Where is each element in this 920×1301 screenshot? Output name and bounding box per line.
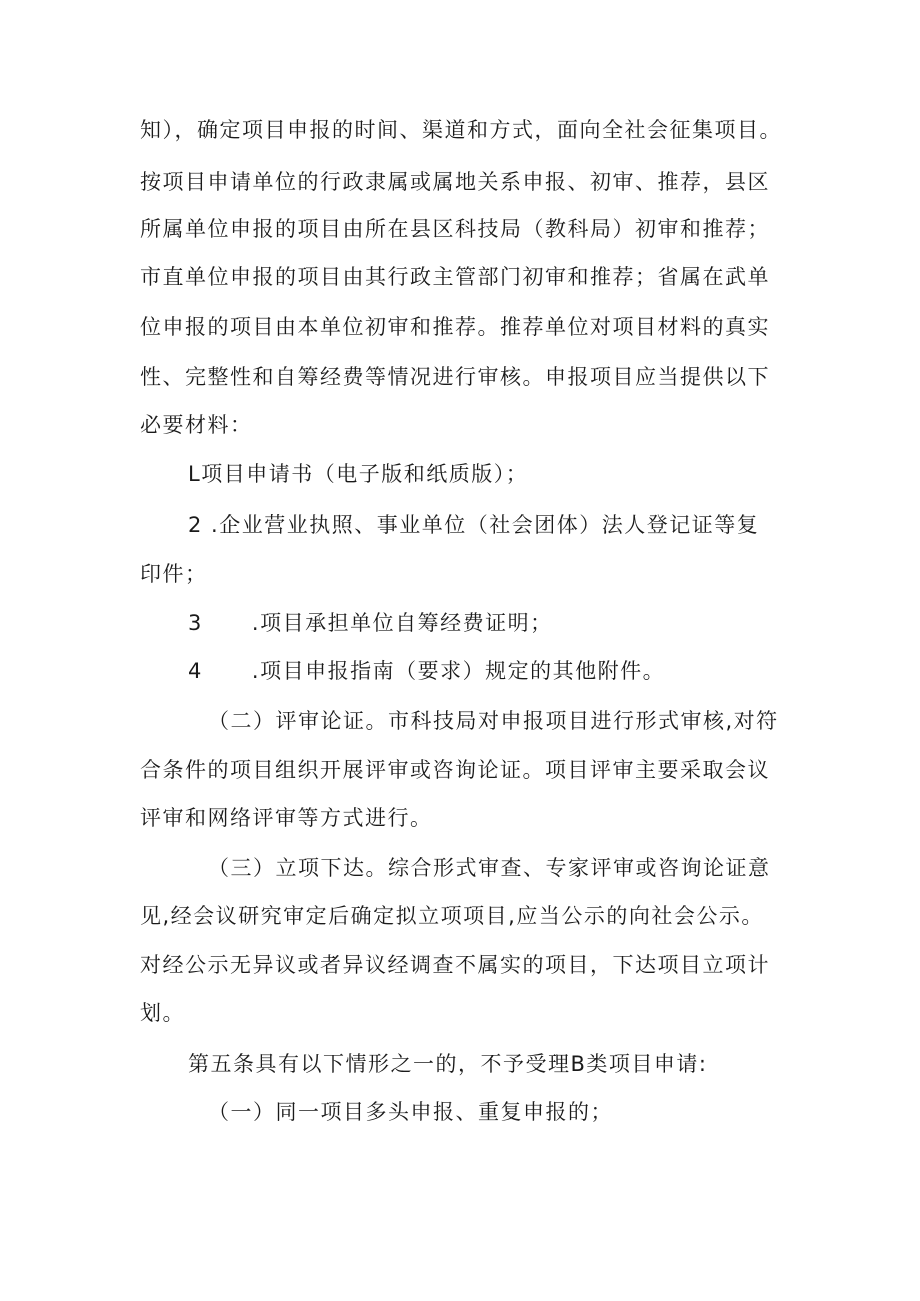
list-item: L项目申请书（电子版和纸质版）； bbox=[188, 462, 529, 486]
article-line: 第五条具有以下情形之一的，不予受理B类项目申请: bbox=[188, 1052, 708, 1076]
paragraph-line: 性、完整性和自筹经费等情况进行审核。申报项目应当提供以下 bbox=[140, 365, 770, 389]
list-item: 2 .企业营业执照、事业单位（社会团体）法人登记证等复 bbox=[188, 513, 760, 537]
paragraph-line: 对经公示无异议或者异议经调查不属实的项目，下达项目立项计 bbox=[140, 953, 770, 977]
paragraph-line: 合条件的项目组织开展评审或咨询论证。项目评审主要采取会议 bbox=[140, 758, 770, 782]
list-item: （一）同一项目多头申报、重复申报的； bbox=[208, 1100, 613, 1124]
section-heading-line: （三）立项下达。综合形式审查、专家评审或咨询论证意 bbox=[208, 856, 771, 880]
list-item: 3 .项目承担单位自筹经费证明； bbox=[188, 611, 553, 635]
paragraph-line: 位申报的项目由本单位初审和推荐。推荐单位对项目材料的真实 bbox=[140, 315, 770, 339]
list-item: 4 .项目申报指南（要求）规定的其他附件。 bbox=[188, 659, 666, 683]
paragraph-line: 必要材料： bbox=[140, 413, 253, 437]
paragraph-line: 划。 bbox=[140, 1001, 185, 1025]
paragraph-line: 见,经会议研究审定后确定拟立项项目,应当公示的向社会公示。 bbox=[140, 904, 764, 928]
paragraph-line: 市直单位申报的项目由其行政主管部门初审和推荐；省属在武单 bbox=[140, 265, 770, 289]
paragraph-line: 按项目申请单位的行政隶属或属地关系申报、初审、推荐，县区 bbox=[140, 170, 770, 194]
paragraph-line: 所属单位申报的项目由所在县区科技局（教科局）初审和推荐； bbox=[140, 217, 770, 241]
paragraph-line: 知），确定项目申报的时间、渠道和方式，面向全社会征集项目。 bbox=[140, 118, 782, 142]
paragraph-line: 评审和网络评审等方式进行。 bbox=[140, 806, 433, 830]
paragraph-line: 印件； bbox=[140, 562, 208, 586]
section-heading-line: （二）评审论证。市科技局对申报项目进行形式审核,对符 bbox=[208, 709, 779, 733]
